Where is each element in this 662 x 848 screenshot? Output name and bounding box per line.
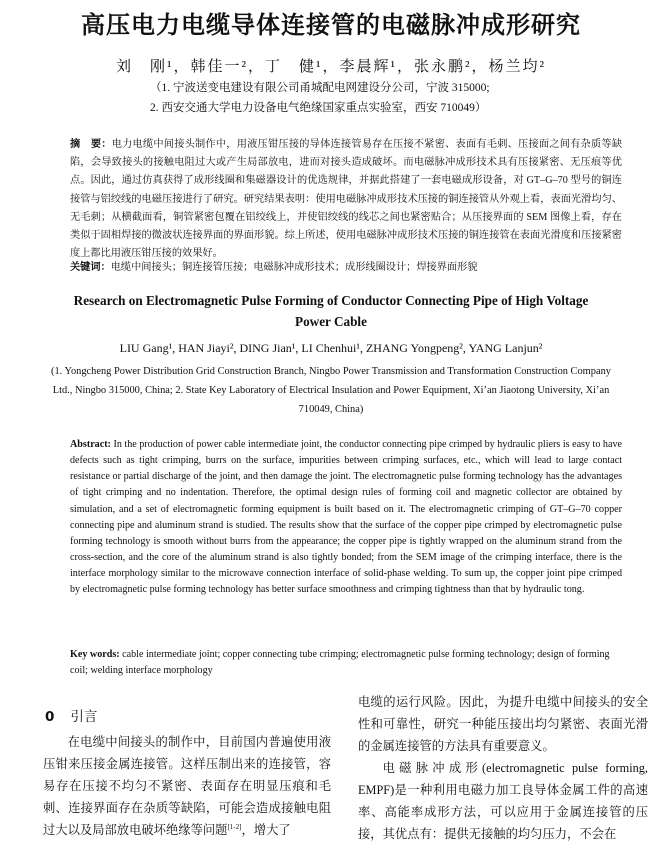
- section-heading: [43, 703, 331, 731]
- chinese-abstract-text: 电力电缆中间接头制作中，用液压钳压接的导体连接管易存在压接不紧密、表面有毛刺、压接面之间有杂质等缺陷，会导致接头的接触电阻过大或产生局部放电，进而对接头造成破坏。而电磁脉冲成形技术具有压接紧密、无压痕等优点。因此，通过仿真获得了成形线圈和集磁器设计的优选规律，并据此搭建了一套电磁成形设备，对 GT–G–70 型号的铜连接管与铝绞线的电磁压接进行了研究。研究结果表明：使用电磁脉冲成形技术压接的铜连接管从外观上看，表面光滑均匀、无毛刺；从横截面看，铜管紧密包覆在铝绞线上，并使铝绞线的线芯之间也紧密贴合；从压接界面的 SEM 图像上看，存在类似于固相焊接的微波状连接界面的界面形貌。综上所述，使用电磁脉冲成形技术压接的铜连接管在表面光滑度和压接紧密度上都比用液压钳压接的效果好。: [70, 139, 623, 260]
- english-title: Research on Electromagnetic Pulse Forming of Conductor Connecting Pipe of High Voltage Power Cable: [73, 293, 589, 329]
- body-right-column: [358, 691, 648, 845]
- english-keywords-label: Key words:: [70, 649, 120, 660]
- intro-paragraph-right-2: 电磁脉冲成形(electromagnetic pulse forming, EMPF)是一种利用电磁力加工良导体金属工件的高速率、高能率成形方法，可以应用于金属连接管的压接，其优点有：提供无接触的均匀压力，不会在: [358, 761, 648, 841]
- english-affiliation: (1. Yongcheng Power Distribution Grid Construction Branch, Ningbo Power Transmission and Transformation Construction Company Ltd., Ningbo 315000, China; 2. State Key Laboratory of Electrical Insulation and Power Equipment, Xi’an Jiaotong University, Xi’an 710049, China): [51, 366, 611, 415]
- english-keywords-text: cable intermediate joint; copper connecting tube crimping; electromagnetic pulse forming technology; design of forming coil; welding interface morphology: [70, 649, 610, 677]
- chinese-abstract: [70, 136, 622, 263]
- chinese-keywords: [70, 260, 622, 276]
- section-title: 引言: [70, 709, 98, 724]
- chinese-title: 高压电力电缆导体连接管的电磁脉冲成形研究: [81, 11, 581, 39]
- english-abstract-label: Abstract:: [70, 439, 111, 450]
- body-left-column: [43, 691, 331, 841]
- english-authors: LIU Gang¹, HAN Jiayi², DING Jian¹, LI Chenhui¹, ZHANG Yongpeng², YANG Lanjun²: [119, 341, 543, 355]
- english-abstract-text: In the production of power cable intermediate joint, the conductor connecting pipe crimped by hydraulic pliers is easy to have defects such as tight crimping, burrs on the surface, impurities between crimping surfaces, etc., which will lead to large contact resistance or partial discharge of the joint, and then damage the joint. The electromagnetic pulse forming technology has the advantages of tight crimping and no indentation. Therefore, the optimal design rules of forming coil and magnetic collector are obtained by simulation, and a set of electromagnetic forming equipment is built based on it. The electromagnetic crimping of GT–G–70 copper connecting pipe and aluminum strand is studied. The results show that the surface of the copper pipe crimped by electromagnetic pulse forming technology is smooth without burrs from the appearance; the copper pipe is tightly wrapped on the aluminum strand from the cross-section, and the core of the aluminum strand is also tightly bonded; from the SEM image of the crimping interface, there is the interface morphology similar to the microwave connection interface of solid-phase welding. To sum up, the copper joint pipe crimped by electromagnetic pulse forming technology has better surface smoothness and crimping tightness than that by hydraulic tong.: [70, 439, 622, 596]
- chinese-keywords-text: 电缆中间接头；铜连接管压接；电磁脉冲成形技术；成形线圈设计；焊接界面形貌: [110, 262, 478, 273]
- chinese-authors: 刘 刚¹，韩佳一²，丁 健¹，李晨辉¹，张永鹏²，杨兰均²: [116, 59, 546, 75]
- section-number: 0: [45, 709, 55, 725]
- intro-paragraph-right-1: 电缆的运行风险。因此，为提升电缆中间接头的安全性和可靠性，研究一种能压接出均匀紧密、表面光滑的金属连接管的方法具有重要意义。: [358, 695, 648, 753]
- citation: [1-2]: [227, 822, 242, 831]
- intro-left-text: 在电缆中间接头的制作中，目前国内普遍使用液压钳来压接金属连接管。这样压制出来的连接管，容易存在压接不均匀不紧密、表面存在明显压痕和毛刺、连接界面存在杂质等缺陷，可能会造成接触电阻过大以及局部放电破坏绝缘等问题: [43, 735, 331, 837]
- chinese-affiliation-2: 2. 西安交通大学电力设备电气绝缘国家重点实验室，西安 710049）: [150, 102, 487, 114]
- intro-paragraph-left: [43, 731, 331, 841]
- chinese-abstract-label: 摘 要：: [70, 139, 112, 150]
- chinese-keywords-label: 关键词：: [70, 262, 111, 273]
- chinese-affiliation-1: （1. 宁波送变电建设有限公司甬城配电网建设分公司，宁波 315000;: [150, 82, 490, 94]
- english-keywords: [70, 647, 622, 680]
- english-abstract: [70, 437, 622, 599]
- intro-left-tail: ，增大了: [241, 823, 291, 837]
